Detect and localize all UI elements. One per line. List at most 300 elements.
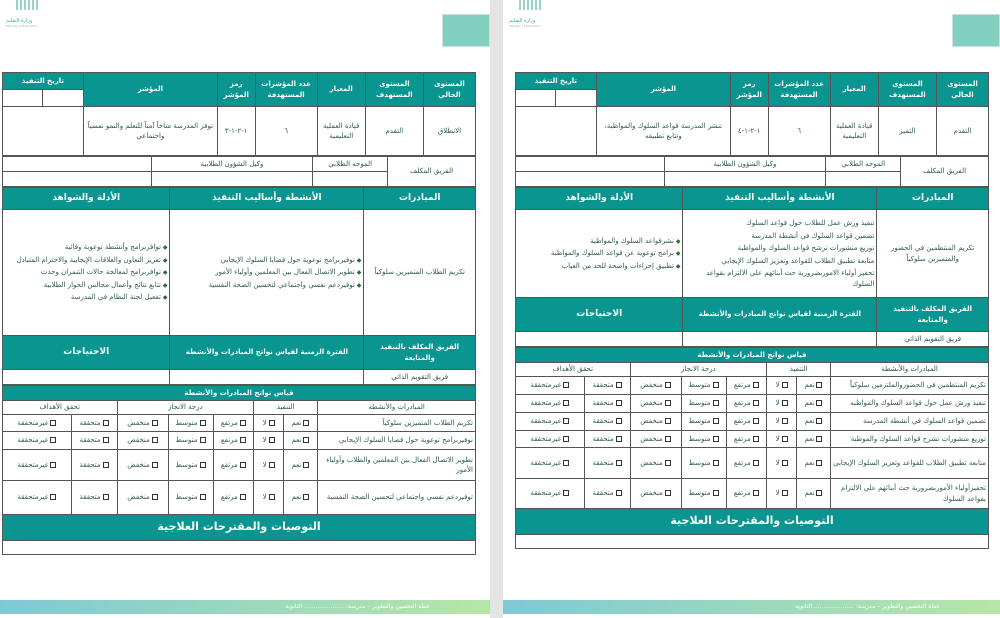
option-4-checkbox[interactable] bbox=[630, 395, 681, 413]
measure-exec-header: التنفيذ bbox=[767, 363, 831, 377]
checkbox-icon bbox=[616, 436, 622, 442]
checkbox-icon bbox=[665, 460, 671, 466]
option-label: متوسط bbox=[688, 381, 711, 390]
option-0-checkbox[interactable] bbox=[796, 431, 830, 448]
date-value[interactable] bbox=[3, 107, 84, 156]
measure-item: توزيع منشورات تشرح قواعد السلوك والموظبة bbox=[831, 431, 989, 448]
option-label: متوسط bbox=[688, 399, 711, 408]
option-label: مرتفع bbox=[220, 493, 238, 502]
option-label: متوسط bbox=[688, 434, 711, 443]
checkbox-icon bbox=[303, 437, 309, 443]
option-1-checkbox[interactable] bbox=[254, 415, 284, 432]
date-cell[interactable] bbox=[516, 90, 556, 107]
option-1-checkbox[interactable] bbox=[767, 479, 797, 509]
checkbox-icon bbox=[753, 436, 759, 442]
corner-decoration bbox=[952, 14, 1000, 47]
measure-items-header: المبادرات والأنشطة bbox=[318, 401, 476, 415]
option-6-checkbox[interactable] bbox=[516, 448, 585, 479]
option-0-checkbox[interactable] bbox=[283, 432, 317, 450]
count-header: عدد المؤشرات المستهدفة bbox=[768, 73, 830, 107]
target-level: التقدم bbox=[365, 107, 423, 156]
page-gap bbox=[490, 0, 503, 618]
evidence-item: ◆ نشرقواعد السلوك والمواظبة bbox=[518, 236, 680, 247]
activity-item: تنفيذ ورش عمل للطلاب حول قواعد السلوك bbox=[746, 219, 875, 227]
exec-team-header: الفريق المكلف بالتنفيذ والمتابعة bbox=[364, 336, 476, 370]
option-label: غيرمتحققة bbox=[17, 418, 49, 427]
checkbox-icon bbox=[753, 460, 759, 466]
option-label: غيرمتحققة bbox=[530, 489, 562, 498]
option-4-checkbox[interactable] bbox=[117, 450, 168, 481]
checkbox-icon bbox=[269, 437, 275, 443]
option-5-checkbox[interactable] bbox=[584, 395, 630, 413]
checkbox-icon bbox=[782, 400, 788, 406]
team-table bbox=[515, 156, 989, 187]
current-level: الانطلاق bbox=[423, 107, 475, 156]
option-label: منخفض bbox=[640, 434, 663, 443]
measure-exec-header: التنفيذ bbox=[254, 401, 318, 415]
option-label: متحققة bbox=[592, 458, 614, 467]
activities-header: الأنشطة وأساليب التنفيذ bbox=[170, 188, 364, 210]
checkbox-icon bbox=[782, 460, 788, 466]
checkbox-icon bbox=[50, 462, 56, 468]
measure-row bbox=[516, 413, 989, 431]
checkbox-icon bbox=[816, 436, 822, 442]
checkbox-icon bbox=[665, 490, 671, 496]
option-label: متحققة bbox=[592, 489, 614, 498]
measure-row bbox=[516, 479, 989, 509]
option-3-checkbox[interactable] bbox=[681, 413, 726, 431]
code-header: رمز المؤشر bbox=[217, 73, 255, 107]
option-label: نعم bbox=[291, 418, 302, 427]
measure-degree-header: درجة الانجاز bbox=[117, 401, 254, 415]
current-level: التقدم bbox=[936, 107, 988, 156]
evidence-item: ◆ توافربرامج لمعالجة حالات التنمران وجدت bbox=[5, 267, 167, 278]
indicator-code: ١-٢-١-٣ bbox=[217, 107, 255, 156]
measure-item: تكريم الطلاب المتميزين سلوكياً bbox=[318, 415, 476, 432]
option-4-checkbox[interactable] bbox=[630, 448, 681, 479]
option-6-checkbox[interactable] bbox=[3, 432, 72, 450]
checkbox-icon bbox=[200, 437, 206, 443]
option-label: لا bbox=[775, 417, 780, 426]
activity-item: تحفيز أولياء الاموربضرورية حث أبنائهم علي الالتزام بقواعد السلوك bbox=[706, 269, 875, 288]
option-0-checkbox[interactable] bbox=[796, 479, 830, 509]
option-2-checkbox[interactable] bbox=[726, 413, 767, 431]
checkbox-icon bbox=[240, 437, 246, 443]
indicator-table bbox=[515, 72, 989, 156]
option-label: نعم bbox=[804, 399, 815, 408]
checkbox-icon bbox=[782, 490, 788, 496]
initiatives-table bbox=[2, 187, 476, 385]
option-label: نعم bbox=[804, 489, 815, 498]
option-3-checkbox[interactable] bbox=[681, 448, 726, 479]
option-4-checkbox[interactable] bbox=[117, 415, 168, 432]
evidence-cell bbox=[516, 210, 683, 298]
team-blank[interactable] bbox=[3, 172, 152, 187]
checkbox-icon bbox=[816, 382, 822, 388]
option-1-checkbox[interactable] bbox=[767, 448, 797, 479]
team-label: الفريق المكلف bbox=[388, 157, 476, 187]
option-label: منخفض bbox=[127, 418, 150, 427]
option-6-checkbox[interactable] bbox=[3, 415, 72, 432]
option-1-checkbox[interactable] bbox=[254, 432, 284, 450]
measure-degree-header: درجة الانجاز bbox=[630, 363, 767, 377]
measure-row bbox=[3, 450, 476, 481]
checkbox-icon bbox=[713, 382, 719, 388]
page-footer: خطة التحسين والتطوير – مدرسة: ..................... الثانوية bbox=[0, 600, 490, 614]
option-2-checkbox[interactable] bbox=[726, 395, 767, 413]
team-blank[interactable] bbox=[516, 157, 665, 172]
option-label: لا bbox=[775, 399, 780, 408]
checkbox-icon bbox=[50, 420, 56, 426]
option-label: غيرمتحققة bbox=[530, 434, 562, 443]
date-header: تاريخ التنفيذ bbox=[516, 73, 597, 90]
option-0-checkbox[interactable] bbox=[283, 450, 317, 481]
activities-cell bbox=[170, 210, 364, 336]
option-2-checkbox[interactable] bbox=[726, 479, 767, 509]
target-level: التميز bbox=[878, 107, 936, 156]
option-3-checkbox[interactable] bbox=[681, 479, 726, 509]
team-blank[interactable] bbox=[313, 172, 388, 187]
period-header: الفترة الزمنية لقياس نواتج المبادرات والأنشطة bbox=[170, 336, 364, 370]
option-4-checkbox[interactable] bbox=[630, 479, 681, 509]
checkbox-icon bbox=[563, 400, 569, 406]
ministry-logo bbox=[6, 0, 50, 32]
logo-subtext: Ministry of Education bbox=[509, 24, 541, 28]
checkbox-icon bbox=[152, 420, 158, 426]
checkbox-icon bbox=[103, 462, 109, 468]
checkbox-icon bbox=[200, 420, 206, 426]
measure-item: توفيربرامج توعوية حول قضايا السلوك الإيجابي bbox=[318, 432, 476, 450]
option-label: غيرمتحققة bbox=[530, 417, 562, 426]
option-label: مرتفع bbox=[220, 418, 238, 427]
plan-document bbox=[515, 72, 989, 549]
option-5-checkbox[interactable] bbox=[584, 479, 630, 509]
checkbox-icon bbox=[152, 437, 158, 443]
checkbox-icon bbox=[563, 436, 569, 442]
option-3-checkbox[interactable] bbox=[168, 450, 213, 481]
option-6-checkbox[interactable] bbox=[516, 431, 585, 448]
option-0-checkbox[interactable] bbox=[796, 448, 830, 479]
checkbox-icon bbox=[816, 418, 822, 424]
option-label: متحققة bbox=[592, 399, 614, 408]
checkbox-icon bbox=[782, 418, 788, 424]
evidence-item: ◆ تعزيز التعاون والعلاقات الإيجابية والاحترام المتبادل bbox=[5, 255, 167, 266]
option-label: غيرمتحققة bbox=[530, 399, 562, 408]
option-2-checkbox[interactable] bbox=[213, 415, 254, 432]
team-member: وكيل الشؤون الطلابية bbox=[664, 157, 826, 172]
evidence-cell bbox=[3, 210, 170, 336]
date-value[interactable] bbox=[516, 107, 597, 156]
option-label: متحققة bbox=[79, 493, 101, 502]
option-6-checkbox[interactable] bbox=[3, 450, 72, 481]
option-label: منخفض bbox=[127, 493, 150, 502]
option-label: مرتفع bbox=[733, 489, 751, 498]
option-4-checkbox[interactable] bbox=[117, 481, 168, 515]
option-5-checkbox[interactable] bbox=[71, 450, 117, 481]
evidence-header: الأدلة والشواهد bbox=[516, 188, 683, 210]
option-3-checkbox[interactable] bbox=[168, 432, 213, 450]
option-3-checkbox[interactable] bbox=[681, 377, 726, 395]
option-2-checkbox[interactable] bbox=[726, 377, 767, 395]
option-label: نعم bbox=[291, 493, 302, 502]
checkbox-icon bbox=[713, 460, 719, 466]
evidence-item: ◆ برامج توعوية عن قواعد السلوك والمواظبة bbox=[518, 248, 680, 259]
option-label: متوسط bbox=[688, 458, 711, 467]
activity-item: ◆ توفيردعم نفسي واجتماعي لتحسين الصحة النفسية bbox=[172, 280, 361, 291]
option-label: منخفض bbox=[640, 417, 663, 426]
option-0-checkbox[interactable] bbox=[796, 377, 830, 395]
logo-subtext: Ministry of Education bbox=[6, 24, 38, 28]
measure-row bbox=[3, 415, 476, 432]
current-level-header: المستوى الحالي bbox=[423, 73, 475, 107]
option-6-checkbox[interactable] bbox=[516, 395, 585, 413]
option-5-checkbox[interactable] bbox=[584, 413, 630, 431]
team-blank[interactable] bbox=[3, 157, 152, 172]
option-4-checkbox[interactable] bbox=[630, 431, 681, 448]
evidence-item: ◆ تفعيل لجنة النظام في المدرسة bbox=[5, 292, 167, 303]
checkbox-icon bbox=[103, 437, 109, 443]
activity-item: ◆ تطوير الاتصال الفعال بين المعلمين وأولياء الأمور bbox=[172, 267, 361, 278]
option-5-checkbox[interactable] bbox=[71, 432, 117, 450]
team-label: الفريق المكلف bbox=[901, 157, 989, 187]
option-label: غيرمتحققة bbox=[17, 493, 49, 502]
option-label: متوسط bbox=[175, 418, 198, 427]
option-label: نعم bbox=[804, 417, 815, 426]
option-label: منخفض bbox=[640, 381, 663, 390]
self-eval-team: فريق التقويم الذاتي bbox=[877, 332, 989, 347]
option-label: لا bbox=[262, 436, 267, 445]
indicator-text: توفر المدرسة مناخاً آمناً للتعلم والنمو نفسياً واجتماعي bbox=[83, 107, 217, 156]
standard: قيادة العملية التعليمية bbox=[317, 107, 365, 156]
period-value[interactable] bbox=[170, 370, 364, 385]
option-6-checkbox[interactable] bbox=[516, 479, 585, 509]
option-label: مرتفع bbox=[733, 458, 751, 467]
recommendations-field[interactable] bbox=[516, 535, 989, 549]
option-5-checkbox[interactable] bbox=[584, 377, 630, 395]
option-label: منخفض bbox=[640, 489, 663, 498]
checkbox-icon bbox=[665, 382, 671, 388]
option-label: غيرمتحققة bbox=[530, 458, 562, 467]
option-4-checkbox[interactable] bbox=[630, 413, 681, 431]
evidence-item: ◆ تتابع نتائج وأعمال مجالس الحوار الطلابية bbox=[5, 280, 167, 291]
option-2-checkbox[interactable] bbox=[213, 481, 254, 515]
measure-row bbox=[3, 481, 476, 515]
option-2-checkbox[interactable] bbox=[213, 432, 254, 450]
corner-decoration bbox=[442, 14, 490, 47]
option-5-checkbox[interactable] bbox=[71, 481, 117, 515]
measure-row bbox=[3, 432, 476, 450]
checkbox-icon bbox=[303, 462, 309, 468]
checkbox-icon bbox=[665, 418, 671, 424]
option-3-checkbox[interactable] bbox=[168, 481, 213, 515]
measure-item: تطوير الاتصال الفعال بين المعلمين والطلاب وأولياء الأمور bbox=[318, 450, 476, 481]
option-label: لا bbox=[775, 458, 780, 467]
option-5-checkbox[interactable] bbox=[584, 448, 630, 479]
indicator-count: ٦ bbox=[255, 107, 317, 156]
team-blank[interactable] bbox=[826, 172, 901, 187]
recommendations-header: التوصيات والمقترحات العلاجية bbox=[3, 515, 476, 541]
checkbox-icon bbox=[816, 490, 822, 496]
option-1-checkbox[interactable] bbox=[767, 395, 797, 413]
evidence-item: ◆ تطبيق إجراءات واضحة للحد من الغياب bbox=[518, 261, 680, 272]
option-label: نعم bbox=[804, 381, 815, 390]
checkbox-icon bbox=[303, 494, 309, 500]
option-1-checkbox[interactable] bbox=[767, 413, 797, 431]
checkbox-icon bbox=[616, 490, 622, 496]
measure-items-header: المبادرات والأنشطة bbox=[831, 363, 989, 377]
date-header: تاريخ التنفيذ bbox=[3, 73, 84, 90]
date-cell[interactable] bbox=[556, 90, 597, 107]
checkbox-icon bbox=[269, 494, 275, 500]
measure-table bbox=[2, 385, 476, 555]
indicator-header: المؤشر bbox=[83, 73, 217, 107]
measure-goals-header: تحقق الأهداف bbox=[3, 401, 118, 415]
option-label: لا bbox=[775, 381, 780, 390]
checkbox-icon bbox=[152, 494, 158, 500]
option-0-checkbox[interactable] bbox=[796, 413, 830, 431]
needs-value[interactable] bbox=[516, 332, 683, 347]
logo-text: وزارة التعليم bbox=[6, 18, 33, 24]
option-label: متوسط bbox=[175, 493, 198, 502]
team-table bbox=[2, 156, 476, 187]
option-label: مرتفع bbox=[220, 436, 238, 445]
checkbox-icon bbox=[782, 436, 788, 442]
option-label: متوسط bbox=[175, 460, 198, 469]
logo-text: وزارة التعليم bbox=[509, 18, 536, 24]
option-1-checkbox[interactable] bbox=[254, 450, 284, 481]
activity-item: ◆ توفيربرامج توعوية حول قضايا السلوك الإيجابي bbox=[172, 255, 361, 266]
option-label: لا bbox=[262, 418, 267, 427]
checkbox-icon bbox=[563, 418, 569, 424]
activities-header: الأنشطة وأساليب التنفيذ bbox=[683, 188, 877, 210]
option-6-checkbox[interactable] bbox=[516, 413, 585, 431]
option-6-checkbox[interactable] bbox=[3, 481, 72, 515]
activities-cell bbox=[683, 210, 877, 298]
activity-item: متابعة تطبيق الطلاب للقواعد وتعزيز السلوك الإيجابي bbox=[721, 256, 875, 265]
option-label: متحققة bbox=[592, 434, 614, 443]
checkbox-icon bbox=[103, 420, 109, 426]
checkbox-icon bbox=[103, 494, 109, 500]
option-label: لا bbox=[775, 434, 780, 443]
option-label: مرتفع bbox=[733, 417, 751, 426]
checkbox-icon bbox=[200, 494, 206, 500]
team-blank[interactable] bbox=[151, 172, 313, 187]
indicator-header: المؤشر bbox=[596, 73, 730, 107]
option-4-checkbox[interactable] bbox=[630, 377, 681, 395]
checkbox-icon bbox=[240, 462, 246, 468]
option-3-checkbox[interactable] bbox=[168, 415, 213, 432]
option-label: لا bbox=[262, 460, 267, 469]
measure-item: توفيردعم نفسي واجتماعي لتحسين الصحة النفسية bbox=[318, 481, 476, 515]
option-label: متحققة bbox=[79, 436, 101, 445]
recommendations-field[interactable] bbox=[3, 541, 476, 555]
option-label: غيرمتحققة bbox=[530, 381, 562, 390]
option-label: متحققة bbox=[79, 460, 101, 469]
option-4-checkbox[interactable] bbox=[117, 432, 168, 450]
date-cell[interactable] bbox=[43, 90, 84, 107]
measure-goals-header: تحقق الأهداف bbox=[516, 363, 631, 377]
option-label: نعم bbox=[291, 436, 302, 445]
checkbox-icon bbox=[616, 460, 622, 466]
standard-header: المعيار bbox=[830, 73, 878, 107]
option-label: مرتفع bbox=[733, 381, 751, 390]
team-member: وكيل الشؤون الطلابية bbox=[151, 157, 313, 172]
indicator-code: ١-٢-١-٤ bbox=[730, 107, 768, 156]
team-blank[interactable] bbox=[516, 172, 665, 187]
option-2-checkbox[interactable] bbox=[726, 448, 767, 479]
checkbox-icon bbox=[50, 494, 56, 500]
checkbox-icon bbox=[616, 382, 622, 388]
exec-team-header: الفريق المكلف بالتنفيذ والمتابعة bbox=[877, 298, 989, 332]
initiative-text: تكريم الطلاب المتميزين سلوكياً bbox=[364, 210, 476, 336]
option-0-checkbox[interactable] bbox=[283, 415, 317, 432]
option-label: متوسط bbox=[688, 489, 711, 498]
team-member: الموجه الطلابي bbox=[313, 157, 388, 172]
option-label: مرتفع bbox=[733, 399, 751, 408]
measure-item: تكريم المنتظمين في الحضوروالملتزمين سلوكياً bbox=[831, 377, 989, 395]
plan-document bbox=[2, 72, 476, 555]
option-1-checkbox[interactable] bbox=[767, 431, 797, 448]
measure-item: تضمين قواعد السلوك في أنشطة المدرسة bbox=[831, 413, 989, 431]
checkbox-icon bbox=[816, 400, 822, 406]
measure-header: قياس نواتج المبادرات والأنشطة bbox=[3, 386, 476, 401]
option-6-checkbox[interactable] bbox=[516, 377, 585, 395]
page-footer: خطة التحسين والتطوير – مدرسة: ..................... الثانوية bbox=[503, 600, 1000, 614]
date-cell[interactable] bbox=[3, 90, 43, 107]
checkbox-icon bbox=[152, 462, 158, 468]
option-0-checkbox[interactable] bbox=[283, 481, 317, 515]
activity-item: توزيع منشورات ترشح قواعد السلوك والمواظبة bbox=[737, 244, 875, 252]
option-0-checkbox[interactable] bbox=[796, 395, 830, 413]
standard-header: المعيار bbox=[317, 73, 365, 107]
option-1-checkbox[interactable] bbox=[254, 481, 284, 515]
measure-row bbox=[516, 395, 989, 413]
checkbox-icon bbox=[665, 436, 671, 442]
measure-item: متابعة تطبيق الطلاب للقواعد وتعزيز السلوك الإيجابي bbox=[831, 448, 989, 479]
option-5-checkbox[interactable] bbox=[71, 415, 117, 432]
option-label: منخفض bbox=[127, 436, 150, 445]
option-label: متوسط bbox=[688, 417, 711, 426]
checkbox-icon bbox=[269, 420, 275, 426]
initiatives-table bbox=[515, 187, 989, 347]
target-level-header: المستوى المستهدف bbox=[365, 73, 423, 107]
activity-item: تضمين قواعد السلوك في أنشطة المدرسة bbox=[751, 231, 875, 240]
option-label: متوسط bbox=[175, 436, 198, 445]
checkbox-icon bbox=[753, 418, 759, 424]
standard: قيادة العملية التعليمية bbox=[830, 107, 878, 156]
option-5-checkbox[interactable] bbox=[584, 431, 630, 448]
checkbox-icon bbox=[303, 420, 309, 426]
option-label: نعم bbox=[291, 460, 302, 469]
indicator-table bbox=[2, 72, 476, 156]
option-2-checkbox[interactable] bbox=[726, 431, 767, 448]
option-label: غيرمتحققة bbox=[17, 460, 49, 469]
team-member: الموجه الطلابي bbox=[826, 157, 901, 172]
checkbox-icon bbox=[713, 436, 719, 442]
option-1-checkbox[interactable] bbox=[767, 377, 797, 395]
team-blank[interactable] bbox=[664, 172, 826, 187]
option-3-checkbox[interactable] bbox=[681, 395, 726, 413]
code-header: رمز المؤشر bbox=[730, 73, 768, 107]
option-2-checkbox[interactable] bbox=[213, 450, 254, 481]
needs-value[interactable] bbox=[3, 370, 170, 385]
checkbox-icon bbox=[240, 420, 246, 426]
option-3-checkbox[interactable] bbox=[681, 431, 726, 448]
period-value[interactable] bbox=[683, 332, 877, 347]
option-label: منخفض bbox=[640, 458, 663, 467]
checkbox-icon bbox=[713, 400, 719, 406]
option-label: منخفض bbox=[127, 460, 150, 469]
